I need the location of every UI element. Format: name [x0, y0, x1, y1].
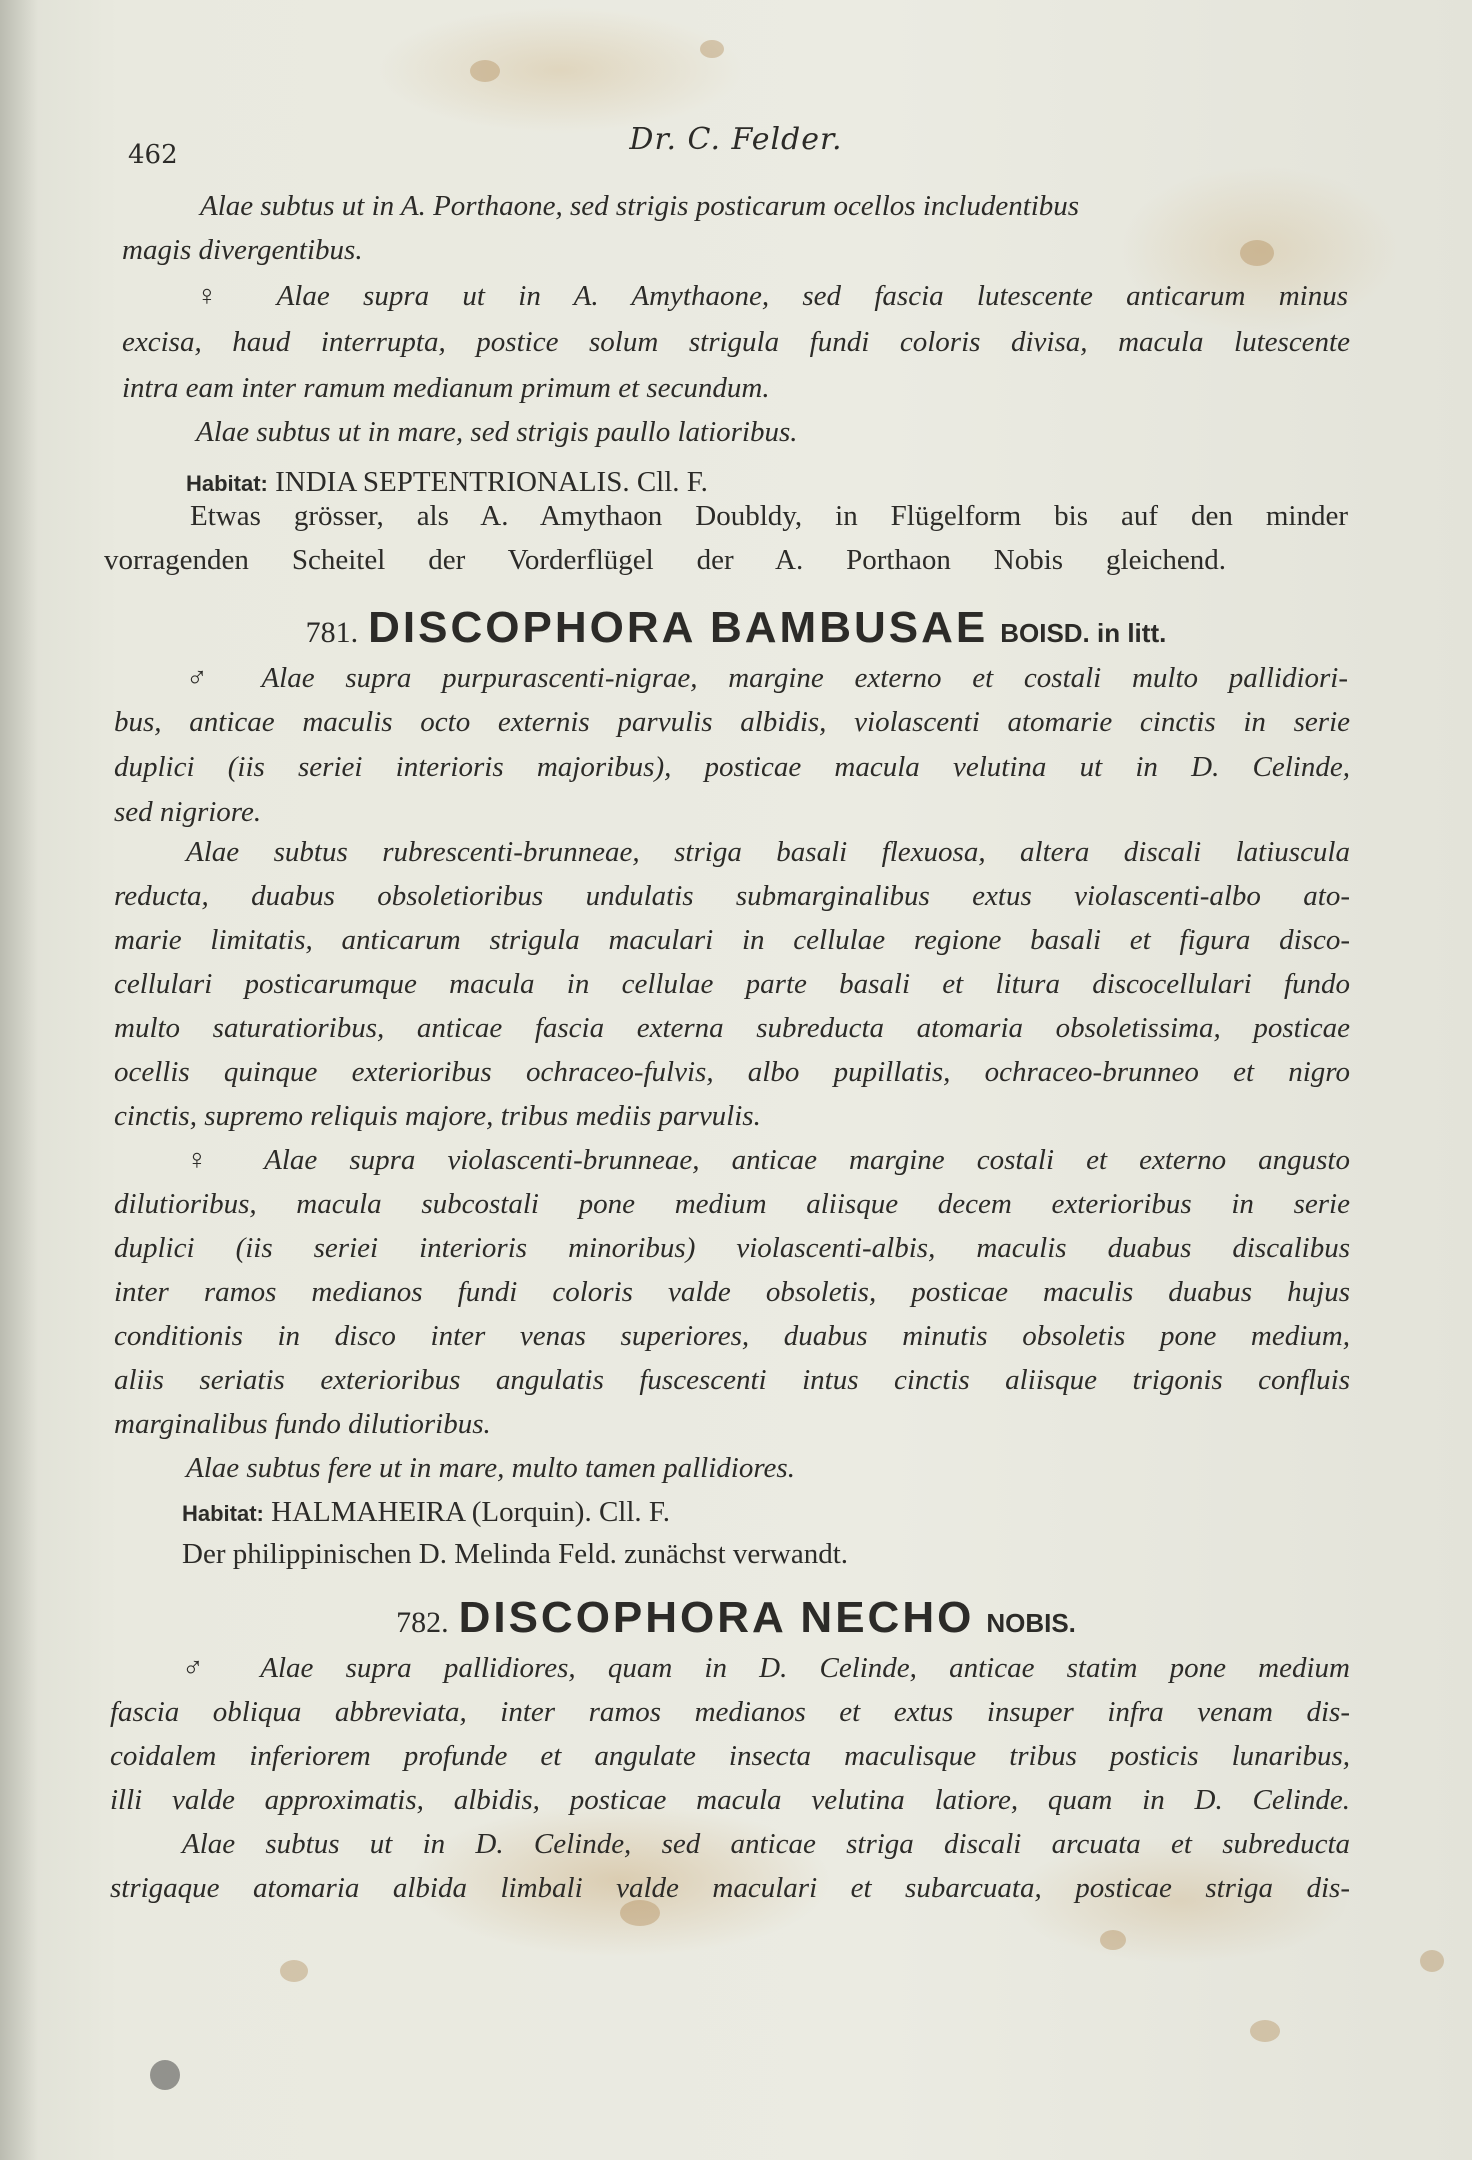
species-number: 781. [305, 616, 359, 649]
habitat-text: HALMAHEIRA (Lorquin). Cll. F. [271, 1496, 670, 1528]
text-line: vorragenden Scheitel der Vorderflügel der A. Porthaon Nobis gleichend. [104, 544, 1226, 576]
text-line: inter ramos medianos fundi coloris valde obsoletis, posticae maculis duabus hujus [114, 1276, 1350, 1308]
text-line: fascia obliqua abbreviata, inter ramos medianos et extus insuper infra venam dis- [110, 1696, 1350, 1728]
foxing-spot [1250, 2020, 1280, 2042]
habitat-line [182, 1498, 670, 1527]
text-line: duplici (iis seriei interioris minoribus) violascenti-albis, maculis duabus discalibus [114, 1232, 1350, 1264]
text-line: duplici (iis seriei interioris majoribus), posticae macula velutina ut in D. Celinde, [114, 751, 1350, 783]
text-line: marie limitatis, anticarum strigula maculari in cellulae regione basali et figura disco- [114, 924, 1350, 956]
foxing-spot [700, 40, 724, 58]
habitat-text: INDIA SEPTENTRIONALIS. Cll. F. [275, 466, 708, 498]
text-line: marginalibus fundo dilutioribus. [114, 1408, 491, 1440]
text-line: cinctis, supremo reliquis majore, tribus mediis parvulis. [114, 1100, 761, 1132]
running-head: Dr. C. Felder. [629, 122, 843, 157]
species-author: NOBIS. [986, 1608, 1076, 1638]
species-heading-782 [0, 1593, 1472, 1642]
foxing-spot [1240, 240, 1274, 266]
foxing-spot [470, 60, 500, 82]
text-line: multo saturatioribus, anticae fascia externa subreducta atomaria obsoletissima, posticae [114, 1012, 1350, 1044]
text-line: magis divergentibus. [122, 234, 363, 266]
species-name: DISCOPHORA BAMBUSAE [368, 603, 989, 652]
species-author: BOISD. in litt. [1000, 618, 1167, 648]
text-line: dilutioribus, macula subcostali pone medium aliisque decem exterioribus in serie [114, 1188, 1350, 1220]
text-line: ♀ Alae supra ut in A. Amythaone, sed fascia lutescente anticarum minus [196, 280, 1348, 312]
foxing-spot [280, 1960, 308, 1982]
text-line: Alae subtus ut in D. Celinde, sed anticae striga discali arcuata et subreducta [182, 1828, 1350, 1860]
species-heading-781 [0, 603, 1472, 652]
text-line: ♂ Alae supra pallidiores, quam in D. Celinde, anticae statim pone medium [182, 1652, 1350, 1684]
spine-shadow [0, 0, 38, 2160]
text-line: reducta, duabus obsoletioribus undulatis submarginalibus extus violascenti-albo ato- [114, 880, 1350, 912]
text-line: Der philippinischen D. Melinda Feld. zunächst verwandt. [182, 1538, 849, 1570]
text-line: bus, anticae maculis octo externis parvulis albidis, violascenti atomarie cinctis in serie [114, 706, 1350, 738]
text-line: ♂ Alae supra purpurascenti-nigrae, margine externo et costali multo pallidiori- [186, 662, 1348, 694]
text-line: Alae subtus ut in A. Porthaone, sed strigis posticarum ocellos includentibus [200, 190, 1080, 222]
page-number: 462 [128, 140, 178, 170]
text-line: strigaque atomaria albida limbali valde maculari et subarcuata, posticae striga dis- [110, 1872, 1350, 1904]
text-line: illi valde approximatis, albidis, posticae macula velutina latiore, quam in D. Celinde. [110, 1784, 1350, 1816]
species-number: 782. [396, 1606, 449, 1639]
text-line: Alae subtus fere ut in mare, multo tamen pallidiores. [186, 1452, 795, 1484]
habitat-line [186, 468, 708, 497]
text-line: cellulari posticarumque macula in cellulae parte basali et litura discocellulari fundo [114, 968, 1350, 1000]
text-line: ♀ Alae supra violascenti-brunneae, anticae margine costali et externo angusto [186, 1144, 1350, 1176]
habitat-label: Habitat: [186, 471, 268, 496]
habitat-label: Habitat: [182, 1501, 264, 1526]
foxing-spot [1420, 1950, 1444, 1972]
foxing-spot [150, 2060, 180, 2090]
text-line: Alae subtus ut in mare, sed strigis paullo latioribus. [196, 416, 798, 448]
text-line: Alae subtus rubrescenti-brunneae, striga basali flexuosa, altera discali latiuscula [186, 836, 1350, 868]
text-line: Etwas grösser, als A. Amythaon Doubldy, in Flügelform bis auf den minder [190, 500, 1348, 532]
text-line: intra eam inter ramum medianum primum et secundum. [122, 372, 770, 404]
species-name: DISCOPHORA NECHO [458, 1593, 975, 1642]
text-line: aliis seriatis exterioribus angulatis fuscescenti intus cinctis aliisque trigonis confluis [114, 1364, 1350, 1396]
text-line: conditionis in disco inter venas superiores, duabus minutis obsoletis pone medium, [114, 1320, 1350, 1352]
foxing-spot [1100, 1930, 1126, 1950]
text-line: coidalem inferiorem profunde et angulate insecta maculisque tribus posticis lunaribus, [110, 1740, 1350, 1772]
text-line: sed nigriore. [114, 796, 262, 828]
text-line: ocellis quinque exterioribus ochraceo-fulvis, albo pupillatis, ochraceo-brunneo et nigro [114, 1056, 1350, 1088]
text-line: excisa, haud interrupta, postice solum strigula fundi coloris divisa, macula lutescente [122, 326, 1350, 358]
